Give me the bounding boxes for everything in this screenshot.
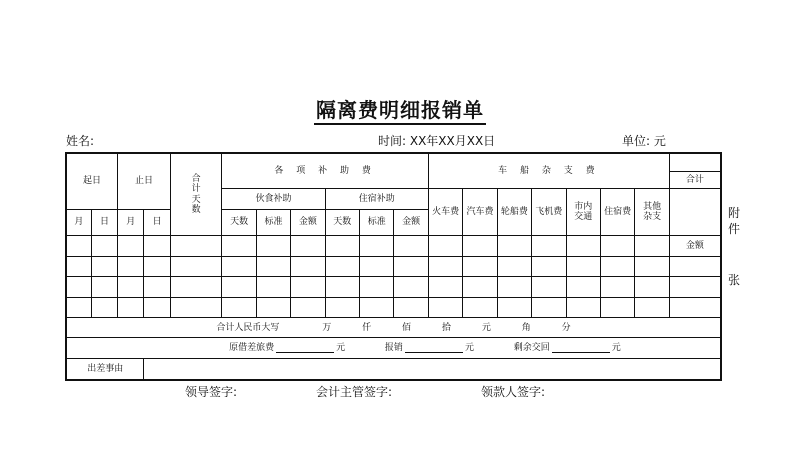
meal-standard: 标准 — [256, 209, 290, 236]
table-row — [66, 297, 721, 317]
sheet-label: 张 — [728, 273, 741, 287]
reimburse-blank[interactable] — [405, 343, 463, 353]
reimbursement-table — [65, 152, 722, 381]
table-row — [66, 236, 721, 256]
total-days-header: 合计天数 — [170, 153, 222, 236]
name-label: 姓名: — [66, 134, 95, 148]
lodging-amount: 金额 — [394, 209, 428, 236]
bus-header: 汽车费 — [463, 189, 497, 236]
misc-header: 其他杂支 — [635, 189, 669, 236]
train-header: 火车费 — [428, 189, 462, 236]
borrowed-label: 原借差旅费 — [229, 343, 275, 354]
reason-label: 出差事由 — [66, 358, 144, 380]
meal-amount: 金额 — [291, 209, 325, 236]
start-day: 日 — [91, 209, 117, 236]
table-row — [66, 256, 721, 276]
end-day: 日 — [144, 209, 170, 236]
start-month: 月 — [66, 209, 91, 236]
reimburse-label: 报销 — [384, 343, 403, 354]
start-date-header: 起日 — [66, 153, 118, 209]
returned-label: 剩余交回 — [513, 343, 550, 354]
unit-label: 单位: 元 — [622, 134, 666, 148]
meal-header: 伙食补助 — [222, 189, 325, 209]
borrowed-blank[interactable] — [276, 343, 334, 353]
accountant-signature: 会计主管签字: — [316, 385, 393, 399]
total-blank — [669, 189, 721, 236]
amount-label: 金额 — [669, 236, 721, 256]
receiver-signature: 领款人签字: — [481, 385, 546, 399]
lodging-standard: 标准 — [360, 209, 394, 236]
transport-header: 车 船 杂 支 费 — [428, 153, 669, 189]
reason-field[interactable] — [144, 358, 721, 380]
attach-label: 附件 — [728, 206, 741, 236]
leader-signature: 领导签字: — [185, 385, 238, 399]
end-month: 月 — [118, 209, 144, 236]
form-title: 隔离费明细报销单 — [0, 94, 800, 123]
advance-row: 原借差旅费 元 报销 元 剩余交回 元 — [66, 338, 721, 358]
ship-header: 轮船费 — [497, 189, 531, 236]
subsidy-header: 各 项 补 助 费 — [222, 153, 429, 189]
meal-days: 天数 — [222, 209, 256, 236]
time-label: 时间: XX年XX月XX日 — [378, 134, 496, 148]
rmb-total-label: 合计人民币大写 — [216, 322, 280, 333]
lodging-header: 住宿补助 — [325, 189, 428, 209]
lodging-days: 天数 — [325, 209, 359, 236]
plane-header: 飞机费 — [532, 189, 566, 236]
returned-blank[interactable] — [552, 343, 610, 353]
end-date-header: 止日 — [118, 153, 171, 209]
table-row — [66, 277, 721, 297]
total-spacer — [669, 153, 721, 171]
city-transport-header: 市内交通 — [566, 189, 600, 236]
hotel-header: 住宿费 — [600, 189, 634, 236]
total-header: 合计 — [669, 171, 721, 188]
rmb-total-row: 合计人民币大写 万 仟 佰 拾 元 角 分 — [66, 318, 721, 338]
